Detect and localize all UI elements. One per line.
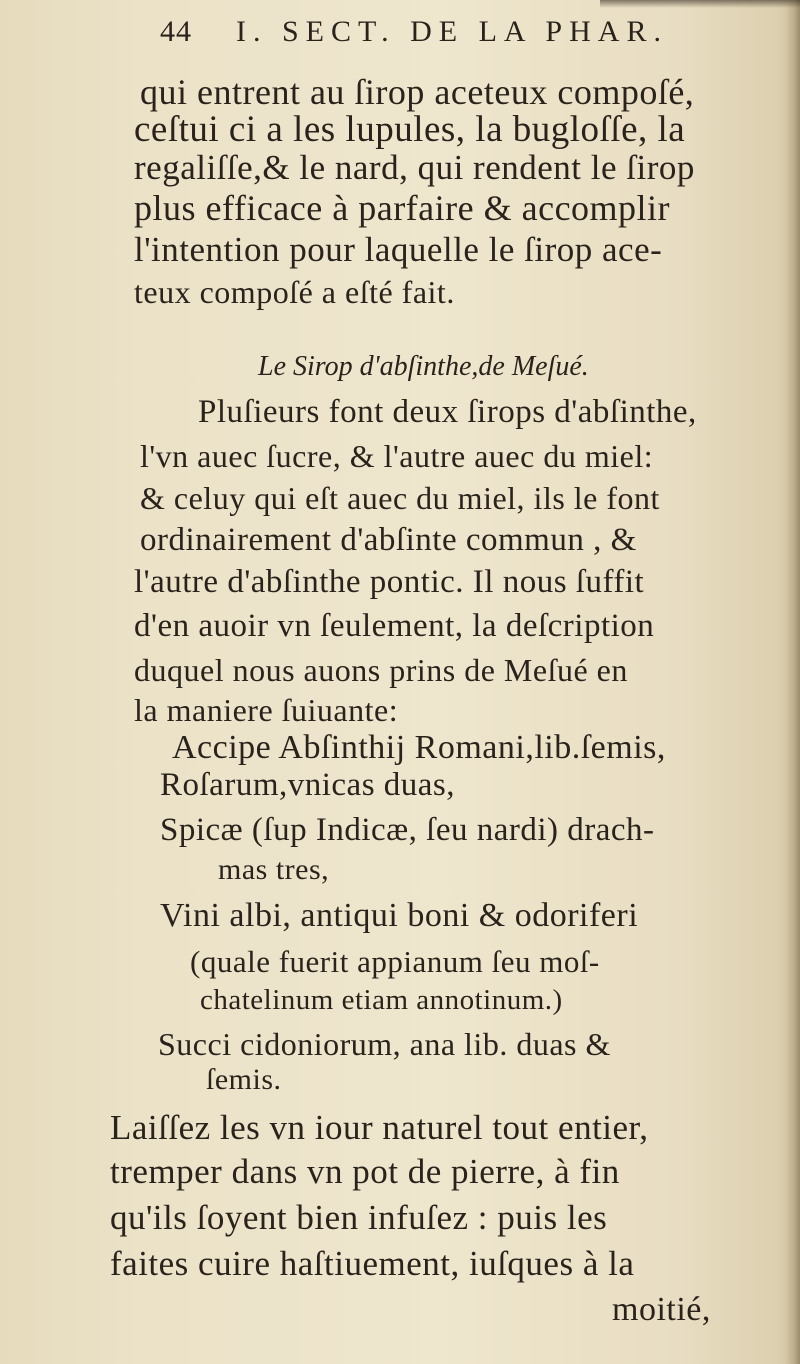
- recipe-line: Roſarum,vnicas duas,: [160, 767, 456, 803]
- text-line: qui entrent au ſirop aceteux compoſé,: [140, 72, 695, 112]
- page-header: [160, 14, 668, 50]
- recipe-line: Accipe Abſinthij Romani,lib.ſemis,: [172, 729, 666, 766]
- text-line: ordinairement d'abſinte commun , &: [140, 522, 637, 558]
- recipe-line: ſemis.: [206, 1063, 282, 1096]
- text-line: qu'ils ſoyent bien infuſez : puis les: [110, 1198, 608, 1237]
- page-gutter-shadow: [786, 0, 800, 1364]
- recipe-line: Succi cidoniorum, ana lib. duas &: [158, 1026, 611, 1062]
- text-line: d'en auoir vn ſeulement, la deſcription: [134, 608, 655, 644]
- page-number: 44: [160, 15, 192, 48]
- recipe-line: mas tres,: [218, 853, 330, 886]
- text-line: Pluſieurs font deux ſirops d'abſinthe,: [198, 394, 697, 430]
- text-line: & celuy qui eſt auec du miel, ils le font: [140, 480, 660, 516]
- recipe-line: chatelinum etiam annotinum.): [200, 984, 563, 1016]
- text-line: faites cuire haſtiuement, iuſques à la: [110, 1244, 635, 1283]
- text-line: teux compoſé a eſté fait.: [134, 274, 455, 310]
- text-line: moitié,: [612, 1291, 711, 1328]
- page-edge-shadow: [600, 0, 800, 8]
- recipe-line: Spicæ (ſup Indicæ, ſeu nardi) drach-: [160, 812, 655, 848]
- text-line: ceſtui ci a les lupules, la bugloſſe, la: [134, 109, 686, 150]
- text-line: plus efficace à parfaire & accomplir: [134, 188, 671, 228]
- running-head: I. SECT. DE LA PHAR.: [236, 15, 668, 48]
- text-line: regaliſſe,& le nard, qui rendent le ſirop: [134, 148, 695, 187]
- text-line: l'intention pour laquelle le ſirop ace-: [134, 230, 663, 269]
- recipe-line: (quale fuerit appianum ſeu moſ-: [190, 944, 600, 979]
- section-title: Le Sirop d'abſinthe,de Meſué.: [258, 351, 589, 382]
- text-line: tremper dans vn pot de pierre, à fin: [110, 1152, 620, 1191]
- text-line: l'autre d'abſinthe pontic. Il nous ſuffit: [134, 564, 645, 600]
- text-line: Laiſſez les vn iour naturel tout entier,: [110, 1108, 649, 1147]
- text-line: duquel nous auons prins de Meſué en: [134, 652, 628, 688]
- text-line: l'vn auec ſucre, & l'autre auec du miel:: [140, 438, 654, 474]
- text-line: la maniere ſuiuante:: [134, 692, 399, 728]
- recipe-line: Vini albi, antiqui boni & odoriferi: [160, 897, 639, 934]
